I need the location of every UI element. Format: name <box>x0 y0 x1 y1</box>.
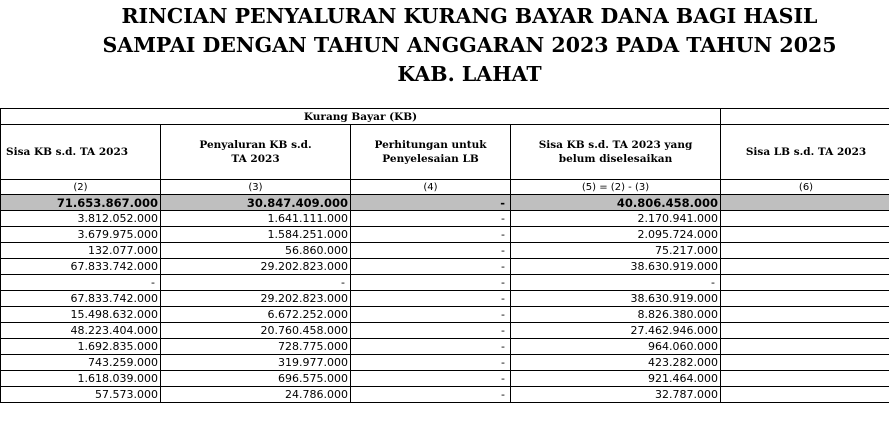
table-cell: 696.575.000 <box>161 371 351 387</box>
report-title-region: KAB. LAHAT <box>397 62 542 86</box>
table-cell: 24.786.000 <box>161 387 351 403</box>
table-cell <box>721 243 889 259</box>
table-cell <box>721 307 889 323</box>
table-cell: - <box>161 275 351 291</box>
table-cell: 15.498.632.000 <box>1 307 161 323</box>
table-cell: - <box>351 259 511 275</box>
table-cell: 743.259.000 <box>1 355 161 371</box>
table-cell: 132.077.000 <box>1 243 161 259</box>
header-perhitungan-lb <box>351 125 511 180</box>
table-cell <box>721 339 889 355</box>
table-cell: 57.573.000 <box>1 387 161 403</box>
table-row <box>1 355 889 371</box>
table-cell: 1.618.039.000 <box>1 371 161 387</box>
table-cell: 964.060.000 <box>511 339 721 355</box>
table-cell: 728.775.000 <box>161 339 351 355</box>
kurang-bayar-group-header: Kurang Bayar (KB) <box>1 109 721 125</box>
header-sisa-lb: Sisa LB s.d. TA 2023 <box>721 125 889 180</box>
table-cell: 48.223.404.000 <box>1 323 161 339</box>
table-cell: 1.584.251.000 <box>161 227 351 243</box>
table-cell: - <box>351 291 511 307</box>
table-cell: 27.462.946.000 <box>511 323 721 339</box>
table-cell: 6.672.252.000 <box>161 307 351 323</box>
table-cell: 1.641.111.000 <box>161 211 351 227</box>
table-row <box>1 211 889 227</box>
table-row <box>1 307 889 323</box>
table-cell: - <box>351 307 511 323</box>
group-header-blank <box>721 109 889 125</box>
table-cell: - <box>351 355 511 371</box>
report-title-line-2: SAMPAI DENGAN TAHUN ANGGARAN 2023 PADA TAHUN 2025 <box>102 33 837 57</box>
table-row <box>1 387 889 403</box>
table-cell: 423.282.000 <box>511 355 721 371</box>
table-cell: 1.692.835.000 <box>1 339 161 355</box>
table-cell: - <box>351 243 511 259</box>
table-cell <box>721 259 889 275</box>
table-cell: - <box>1 275 161 291</box>
col-number-2: (2) <box>1 180 161 195</box>
header-perhitungan-lb-text: Perhitungan untuk Penyelesaian LB <box>374 139 487 165</box>
kurang-bayar-table <box>0 108 889 403</box>
table-cell: - <box>351 227 511 243</box>
table-cell: 3.679.975.000 <box>1 227 161 243</box>
header-sisa-kb-belum-text: Sisa KB s.d. TA 2023 yang belum diselesaikan <box>538 139 693 165</box>
table-row <box>1 339 889 355</box>
table-row <box>1 259 889 275</box>
col-number-5: (5) = (2) - (3) <box>511 180 721 195</box>
total-cell: 40.806.458.000 <box>511 195 721 211</box>
table-row <box>1 227 889 243</box>
table-cell <box>721 275 889 291</box>
table-row <box>1 323 889 339</box>
col-number-6: (6) <box>721 180 889 195</box>
table-row <box>1 291 889 307</box>
total-row <box>1 195 889 211</box>
table-cell: 38.630.919.000 <box>511 291 721 307</box>
table-cell: 20.760.458.000 <box>161 323 351 339</box>
table-cell <box>721 291 889 307</box>
table-cell: 8.826.380.000 <box>511 307 721 323</box>
table-cell: 3.812.052.000 <box>1 211 161 227</box>
table-cell: - <box>351 387 511 403</box>
table-cell: 29.202.823.000 <box>161 291 351 307</box>
col-number-3: (3) <box>161 180 351 195</box>
table-cell: 2.170.941.000 <box>511 211 721 227</box>
table-cell: 2.095.724.000 <box>511 227 721 243</box>
header-penyaluran-kb-text: Penyaluran KB s.d. TA 2023 <box>199 139 312 165</box>
table-cell: - <box>351 323 511 339</box>
total-cell: - <box>351 195 511 211</box>
header-sisa-kb: Sisa KB s.d. TA 2023 <box>1 125 161 180</box>
table-cell: 67.833.742.000 <box>1 259 161 275</box>
table-cell: 38.630.919.000 <box>511 259 721 275</box>
col-number-4: (4) <box>351 180 511 195</box>
table-cell: - <box>351 211 511 227</box>
table-row <box>1 371 889 387</box>
table-cell: 67.833.742.000 <box>1 291 161 307</box>
table-cell: 32.787.000 <box>511 387 721 403</box>
table-cell <box>721 355 889 371</box>
table-cell <box>721 323 889 339</box>
table-cell: - <box>351 371 511 387</box>
table-cell: - <box>351 339 511 355</box>
header-sisa-kb-belum <box>511 125 721 180</box>
table-cell: 75.217.000 <box>511 243 721 259</box>
table-row <box>1 275 889 291</box>
table-cell: 29.202.823.000 <box>161 259 351 275</box>
table-cell: 319.977.000 <box>161 355 351 371</box>
table-cell: - <box>511 275 721 291</box>
table-cell: 921.464.000 <box>511 371 721 387</box>
report-title-line-1: RINCIAN PENYALURAN KURANG BAYAR DANA BAGI HASIL <box>121 4 818 28</box>
table-cell <box>721 211 889 227</box>
total-cell: 30.847.409.000 <box>161 195 351 211</box>
header-penyaluran-kb <box>161 125 351 180</box>
table-cell <box>721 227 889 243</box>
table-cell: 56.860.000 <box>161 243 351 259</box>
total-cell <box>721 195 889 211</box>
table-cell <box>721 387 889 403</box>
total-cell: 71.653.867.000 <box>1 195 161 211</box>
table-cell <box>721 371 889 387</box>
table-cell: - <box>351 275 511 291</box>
table-row <box>1 243 889 259</box>
